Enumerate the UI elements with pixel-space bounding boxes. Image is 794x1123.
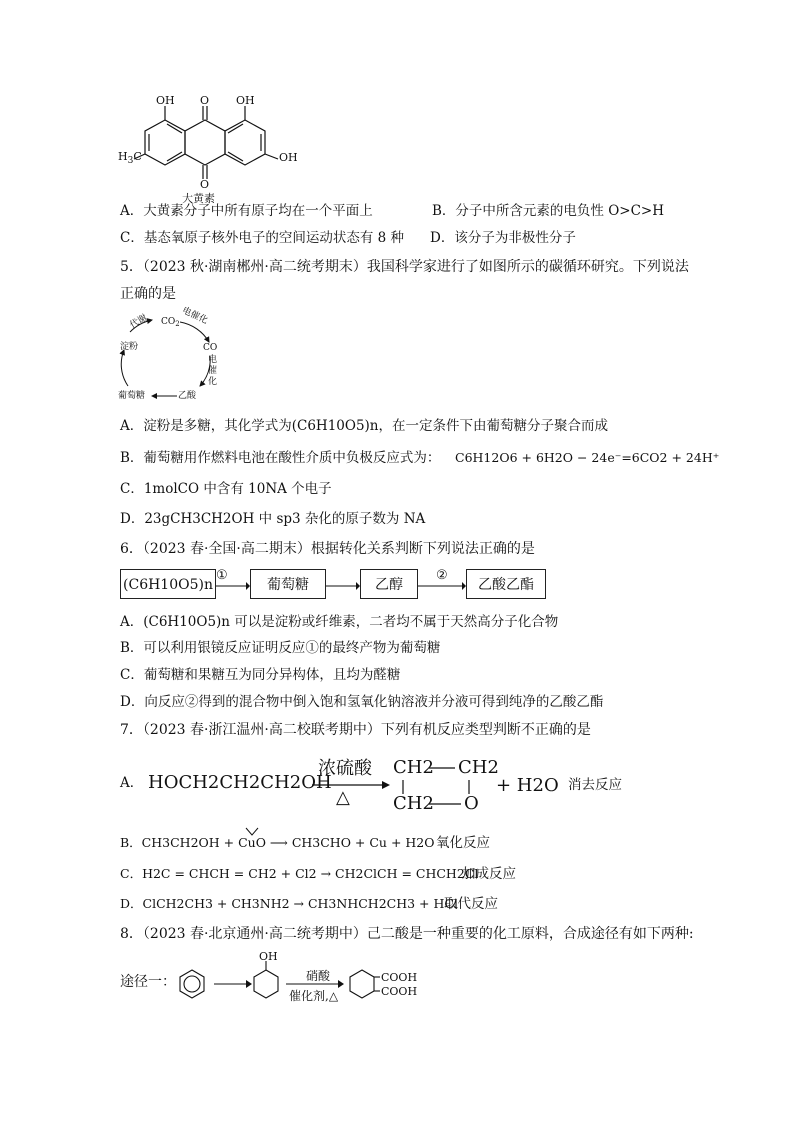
oh-label-3: OH <box>279 151 298 164</box>
ring-bonds <box>393 757 483 810</box>
cycle-starch: 淀粉 <box>120 342 139 352</box>
q6-option-c: C．葡萄糖和果糖互为同分异构体，且均为醛糖 <box>120 667 401 683</box>
q7-a-reactant: HOCH2CH2CH2OH <box>148 772 332 793</box>
cycle-electro2-3: 化 <box>208 377 218 387</box>
q8-route1-label: 途径一： <box>120 974 176 990</box>
q6-option-b: B．可以利用银镜反应证明反应①的最终产物为葡萄糖 <box>120 640 441 656</box>
q7-a-heat: △ <box>336 787 350 808</box>
cycle-metab: 代谢 <box>128 313 150 331</box>
q7-stem: 7．（2023 春·浙江温州·高二校联考期中）下列有机反应类型判断不正确的是 <box>120 722 591 738</box>
ch3-label: $H_3C$ <box>118 150 142 166</box>
o-label-bottom: O <box>200 178 210 191</box>
q5-option-b-equation: C6H12O6 + 6H2O − 24e⁻=6CO2 + 24H⁺ <box>455 450 720 465</box>
cycle-electro2-1: 电 <box>208 355 218 365</box>
q8-reagent: 硝酸 <box>306 969 331 983</box>
q7-c-type: 加成反应 <box>462 866 516 882</box>
ring-ch2-tr: CH2 <box>458 757 499 778</box>
q8-cooh-1: COOH <box>381 971 418 984</box>
q7-b-type: 氧化反应 <box>436 835 490 851</box>
q4-option-a: A．大黄素分子中所有原子均在一个平面上 <box>120 203 373 219</box>
q4-option-c: C．基态氧原子核外电子的空间运动状态有 8 种 <box>120 230 405 246</box>
oh-label-2: OH <box>236 94 255 107</box>
q7-option-d: D．ClCH2CH3 + CH3NH2 → CH3NHCH2CH3 + HCl <box>120 896 458 911</box>
q5-option-d: D．23gCH3CH2OH 中 sp3 杂化的原子数为 NA <box>120 511 426 527</box>
cycle-co2: $CO_2$ <box>161 317 180 328</box>
cycle-acetic: 乙酸 <box>178 391 197 401</box>
flow-box-cellulose: (C6H10O5)n <box>120 569 216 599</box>
cycle-co: CO <box>203 343 218 353</box>
q7-option-c: C．H2C = CHCH = CH2 + Cl2 → CH2ClCH = CHCH2Cl <box>120 866 479 881</box>
q7-a-arrow <box>312 780 392 790</box>
q4-option-d: D．该分子为非极性分子 <box>430 230 576 246</box>
flow-box-glucose: 葡萄糖 <box>250 569 326 599</box>
flow-arrow-2 <box>326 570 360 600</box>
q8-stem: 8．（2023 春·北京通州·高二统考期中）己二酸是一种重要的化工原料，合成途径有如下两种: <box>120 926 694 942</box>
cycle-glucose: 葡萄糖 <box>118 391 146 401</box>
ring-o-br: O <box>464 793 479 814</box>
q4-option-b: B．分子中所含元素的电负性 O>C>H <box>432 203 665 219</box>
q6-option-a: A．(C6H10O5)n 可以是淀粉或纤维素，二者均不属于天然高分子化合物 <box>120 614 559 630</box>
rhein-structure <box>110 90 310 200</box>
q8-catalyst: 催化剂,△ <box>289 989 339 1003</box>
q5-stem-line2: 正确的是 <box>120 286 176 302</box>
q8-oh-label: OH <box>259 950 278 963</box>
q7-d-type: 取代反应 <box>444 896 498 912</box>
q5-option-a: A．淀粉是多糖，其化学式为(C6H10O5)n，在一定条件下由葡萄糖分子聚合而成 <box>120 418 609 434</box>
q5-option-b-prefix: B．葡萄糖用作燃料电池在酸性介质中负极反应式为： <box>120 450 441 466</box>
cycle-electro2-2: 催 <box>208 366 218 376</box>
q7-option-b: B．CH3CH2OH + CuO ⟶ CH3CHO + Cu + H2O <box>120 835 435 850</box>
flow-box-ethanol: 乙醇 <box>360 569 418 599</box>
flow-step-2: ② <box>436 568 448 583</box>
q5-option-c: C．1molCO 中含有 10NA 个电子 <box>120 481 332 497</box>
q5-stem-line1: 5．（2023 秋·湖南郴州·高二统考期末）我国科学家进行了如图所示的碳循环研究。下列说法 <box>120 259 689 275</box>
q6-stem: 6．（2023 春·全国·高二期末）根据转化关系判断下列说法正确的是 <box>120 541 535 557</box>
flow-box-ester: 乙酸乙酯 <box>466 569 546 599</box>
figure-caption: 大黄素 <box>182 192 215 205</box>
oh-label-1: OH <box>156 94 175 107</box>
q7-a-condition: 浓硫酸 <box>318 758 372 779</box>
q7-a-type: 消去反应 <box>568 777 622 793</box>
q7-a-label: A． <box>120 775 144 791</box>
flow-step-1: ① <box>216 568 228 583</box>
ring-ch2-tl: CH2 <box>393 757 434 778</box>
cycle-electro: 电催化 <box>180 305 210 327</box>
q7-a-plus-water: + H2O <box>496 775 559 796</box>
q8-cooh-2: COOH <box>381 985 418 998</box>
ring-ch2-bl: CH2 <box>393 793 434 814</box>
o-label-top: O <box>200 94 210 107</box>
q6-option-d: D．向反应②得到的混合物中倒入饱和氢氧化钠溶液并分液可得到纯净的乙酸乙酯 <box>120 694 604 710</box>
